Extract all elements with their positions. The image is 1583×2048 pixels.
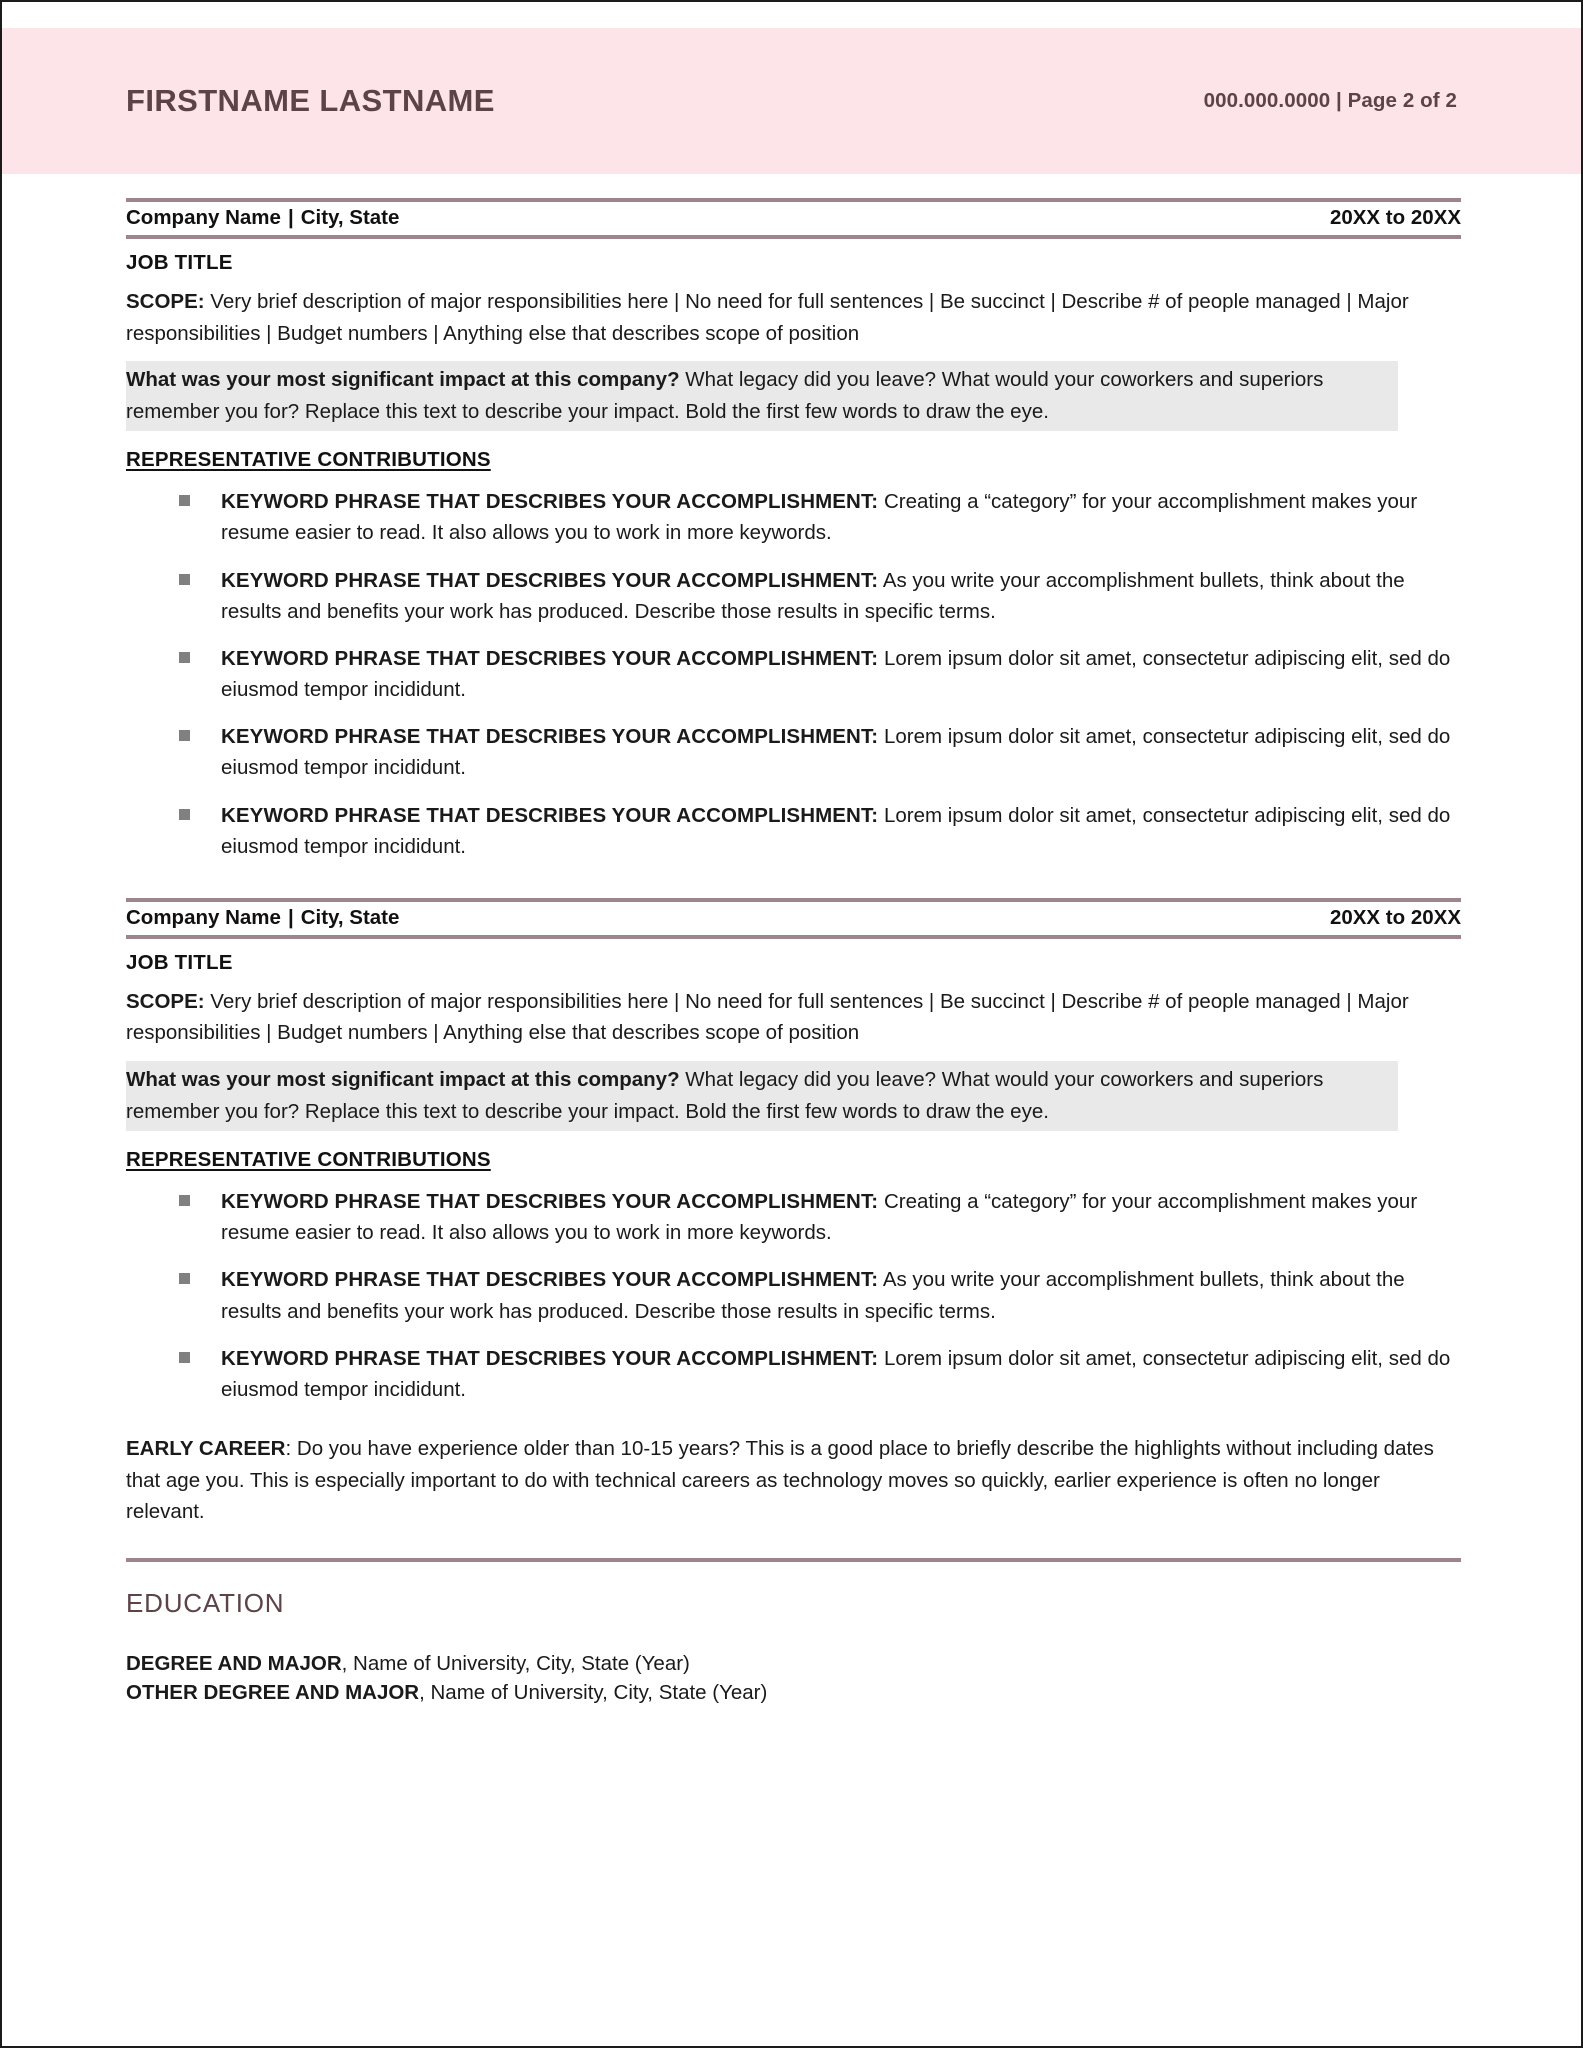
bullet-keyword: KEYWORD PHRASE THAT DESCRIBES YOUR ACCOMPLISHMENT:: [221, 803, 879, 827]
bullet-keyword: KEYWORD PHRASE THAT DESCRIBES YOUR ACCOMPLISHMENT:: [221, 1268, 879, 1292]
bullet-keyword: KEYWORD PHRASE THAT DESCRIBES YOUR ACCOMPLISHMENT:: [221, 646, 879, 670]
education-entry: [126, 1678, 1461, 1707]
company-identity: [126, 906, 399, 930]
company-name: Company Name: [126, 905, 281, 929]
resume-body: [126, 198, 1461, 1707]
job-title: JOB TITLE: [126, 251, 233, 274]
square-bullet-icon: [179, 730, 190, 741]
early-career-label: EARLY CAREER: [126, 1437, 286, 1460]
company-bar: [126, 898, 1461, 939]
education-heading: EDUCATION: [126, 1587, 285, 1618]
impact-highlight: [126, 361, 1398, 431]
square-bullet-icon: [179, 1195, 190, 1206]
contributions-list: [126, 1186, 1461, 1405]
list-item: [126, 1343, 1461, 1405]
degree-name: DEGREE AND MAJOR: [126, 1651, 342, 1675]
bullet-keyword: KEYWORD PHRASE THAT DESCRIBES YOUR ACCOMPLISHMENT:: [221, 1190, 879, 1214]
education-divider: [126, 1558, 1461, 1562]
list-item: [126, 1264, 1461, 1326]
candidate-name: FIRSTNAME LASTNAME: [126, 83, 495, 118]
job-block: [126, 198, 1461, 862]
bullet-text: Lorem ipsum dolor sit amet, consectetur adipiscing elit, sed do eiusmod tempor incididunt.: [221, 803, 1451, 858]
employment-dates: 20XX to 20XX: [1329, 905, 1461, 929]
company-identity: [126, 206, 399, 230]
education-entry: [126, 1649, 1461, 1678]
scope-paragraph: [126, 986, 1461, 1049]
company-location: City, State: [300, 206, 400, 229]
list-item: [126, 565, 1461, 627]
bullet-keyword: KEYWORD PHRASE THAT DESCRIBES YOUR ACCOMPLISHMENT:: [221, 725, 879, 749]
company-name: Company Name: [126, 206, 281, 229]
bullet-text: Creating a “category” for your accomplishment makes your resume easier to read. It also allows you to work in more keywords.: [221, 1190, 1418, 1245]
impact-question: What was your most significant impact at this company?: [126, 1067, 680, 1091]
bullet-text: Lorem ipsum dolor sit amet, consectetur adipiscing elit, sed do eiusmod tempor incididunt.: [221, 725, 1451, 780]
company-separator: |: [287, 905, 294, 929]
degree-name: OTHER DEGREE AND MAJOR: [126, 1680, 420, 1704]
impact-highlight: [126, 1061, 1398, 1131]
square-bullet-icon: [179, 574, 190, 585]
contributions-heading: REPRESENTATIVE CONTRIBUTIONS: [126, 1148, 491, 1172]
degree-details: , Name of University, City, State (Year): [419, 1680, 768, 1704]
list-item: [126, 643, 1461, 705]
square-bullet-icon: [179, 1273, 190, 1284]
scope-paragraph: [126, 286, 1461, 349]
early-career-paragraph: [126, 1433, 1461, 1528]
impact-text: What legacy did you leave? What would your coworkers and superiors remember you for? Replace this text to describe your impact. Bold the first few words to draw the eye.: [126, 1067, 1324, 1123]
list-item: [126, 1186, 1461, 1248]
bullet-text: Lorem ipsum dolor sit amet, consectetur adipiscing elit, sed do eiusmod tempor incididunt.: [221, 1346, 1451, 1401]
job-block: [126, 898, 1461, 1405]
early-career-text: : Do you have experience older than 10-15 years? This is a good place to briefly describe the highlights without including dates that age you. This is especially important to do with technical careers as technology moves so quickly, earlier experience is often no longer relevant.: [126, 1437, 1434, 1524]
bullet-keyword: KEYWORD PHRASE THAT DESCRIBES YOUR ACCOMPLISHMENT:: [221, 1346, 879, 1370]
scope-label: SCOPE:: [126, 290, 205, 313]
company-bar: [126, 198, 1461, 239]
bullet-text: As you write your accomplishment bullets, think about the results and benefits your work has produced. Describe those results in specific terms.: [221, 568, 1405, 623]
bullet-text: As you write your accomplishment bullets, think about the results and benefits your work has produced. Describe those results in specific terms.: [221, 1268, 1405, 1323]
bullet-text: Creating a “category” for your accomplishment makes your resume easier to read. It also allows you to work in more keywords.: [221, 490, 1418, 545]
contributions-list: [126, 486, 1461, 862]
degree-details: , Name of University, City, State (Year): [341, 1651, 690, 1675]
scope-text: Very brief description of major responsibilities here | No need for full sentences | Be succinct | Describe # of people managed | Major responsibilities | Budget numbers | Anything else that describes scope of position: [126, 290, 1409, 345]
bullet-keyword: KEYWORD PHRASE THAT DESCRIBES YOUR ACCOMPLISHMENT:: [221, 490, 879, 514]
list-item: [126, 800, 1461, 862]
impact-text: What legacy did you leave? What would your coworkers and superiors remember you for? Replace this text to describe your impact. Bold the first few words to draw the eye.: [126, 368, 1324, 423]
contributions-heading: REPRESENTATIVE CONTRIBUTIONS: [126, 448, 491, 472]
list-item: [126, 486, 1461, 548]
scope-text: Very brief description of major responsibilities here | No need for full sentences | Be succinct | Describe # of people managed | Major responsibilities | Budget numbers | Anything else that describes scope of position: [126, 989, 1409, 1045]
header-contact-and-page: 000.000.0000 | Page 2 of 2: [1203, 89, 1457, 112]
education-list: [126, 1649, 1461, 1707]
square-bullet-icon: [179, 1352, 190, 1363]
square-bullet-icon: [179, 495, 190, 506]
list-item: [126, 721, 1461, 783]
job-title: JOB TITLE: [126, 950, 233, 974]
bullet-keyword: KEYWORD PHRASE THAT DESCRIBES YOUR ACCOMPLISHMENT:: [221, 568, 879, 592]
company-separator: |: [287, 206, 294, 229]
employment-dates: 20XX to 20XX: [1329, 206, 1461, 229]
company-location: City, State: [300, 905, 400, 929]
bullet-text: Lorem ipsum dolor sit amet, consectetur adipiscing elit, sed do eiusmod tempor incididunt.: [221, 646, 1451, 702]
impact-question: What was your most significant impact at this company?: [126, 368, 680, 392]
scope-label: SCOPE:: [126, 989, 205, 1013]
square-bullet-icon: [179, 652, 190, 663]
page-header: [2, 28, 1581, 174]
square-bullet-icon: [179, 809, 190, 820]
